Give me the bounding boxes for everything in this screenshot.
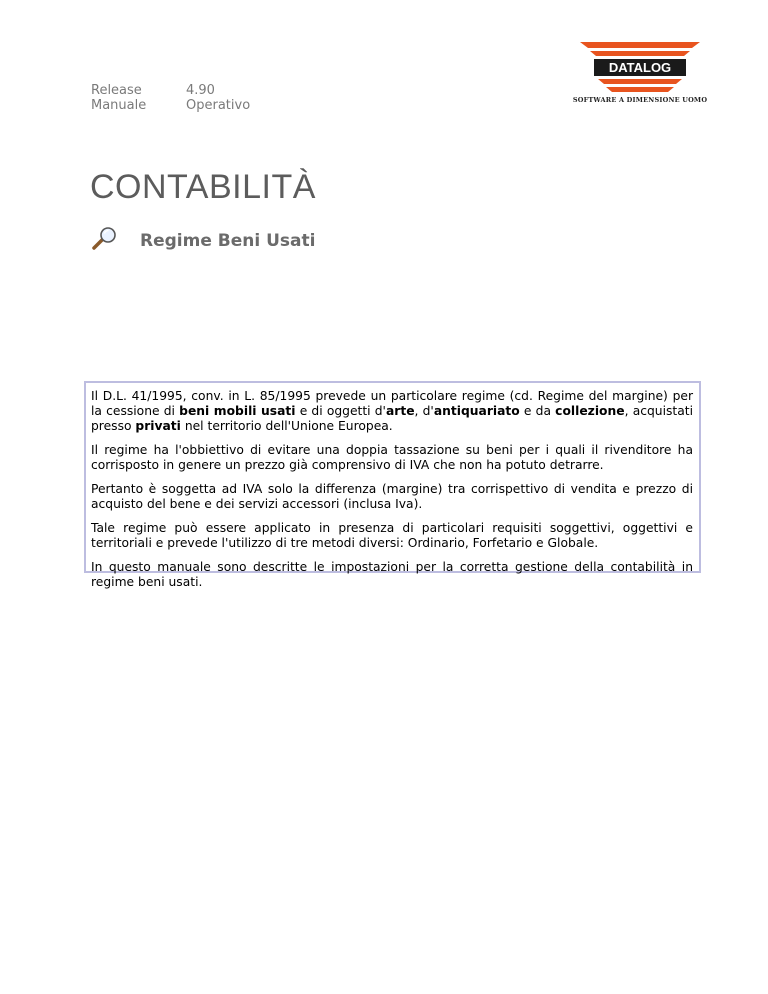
section-subtitle: Regime Beni Usati: [140, 231, 316, 251]
release-value: 4.90: [186, 83, 215, 98]
intro-paragraph-5: In questo manuale sono descritte le impostazioni per la corretta gestione della contabilità in regime beni usati.: [91, 560, 693, 589]
intro-paragraph-4: Tale regime può essere applicato in presenza di particolari requisiti soggettivi, oggettivi e territoriali e prevede l'utilizzo di tre metodi diversi: Ordinario, Forfetario e Globale.: [91, 521, 693, 550]
logo-brand-text: DATALOG: [608, 60, 672, 75]
manual-label: Manuale: [91, 98, 147, 113]
intro-paragraph-3: Pertanto è soggetta ad IVA solo la differenza (margine) tra corrispettivo di vendita e prezzo di acquisto del bene e dei servizi accessori (inclusa Iva).: [91, 482, 693, 511]
intro-paragraph-2: Il regime ha l'obbiettivo di evitare una doppia tassazione su beni per i quali il rivenditore ha corrisposto in genere un prezzo già comprensivo di IVA che non ha potuto detrarre.: [91, 443, 693, 472]
logo-tagline: SOFTWARE A DIMENSIONE UOMO: [572, 96, 708, 104]
document-meta: [91, 83, 250, 113]
magnifier-icon: [92, 226, 118, 252]
release-label: Release: [91, 83, 142, 98]
manual-value: Operativo: [186, 98, 251, 113]
intro-box: [84, 381, 701, 589]
intro-paragraph-1: Il D.L. 41/1995, conv. in L. 85/1995 prevede un particolare regime (cd. Regime del margine) per la cessione di beni mobili usati e di oggetti d'arte, d'antiquariato e da collezione, acquistati presso privati nel territorio dell'Unione Europea.: [91, 389, 694, 433]
page-title: CONTABILITÀ: [90, 168, 316, 206]
